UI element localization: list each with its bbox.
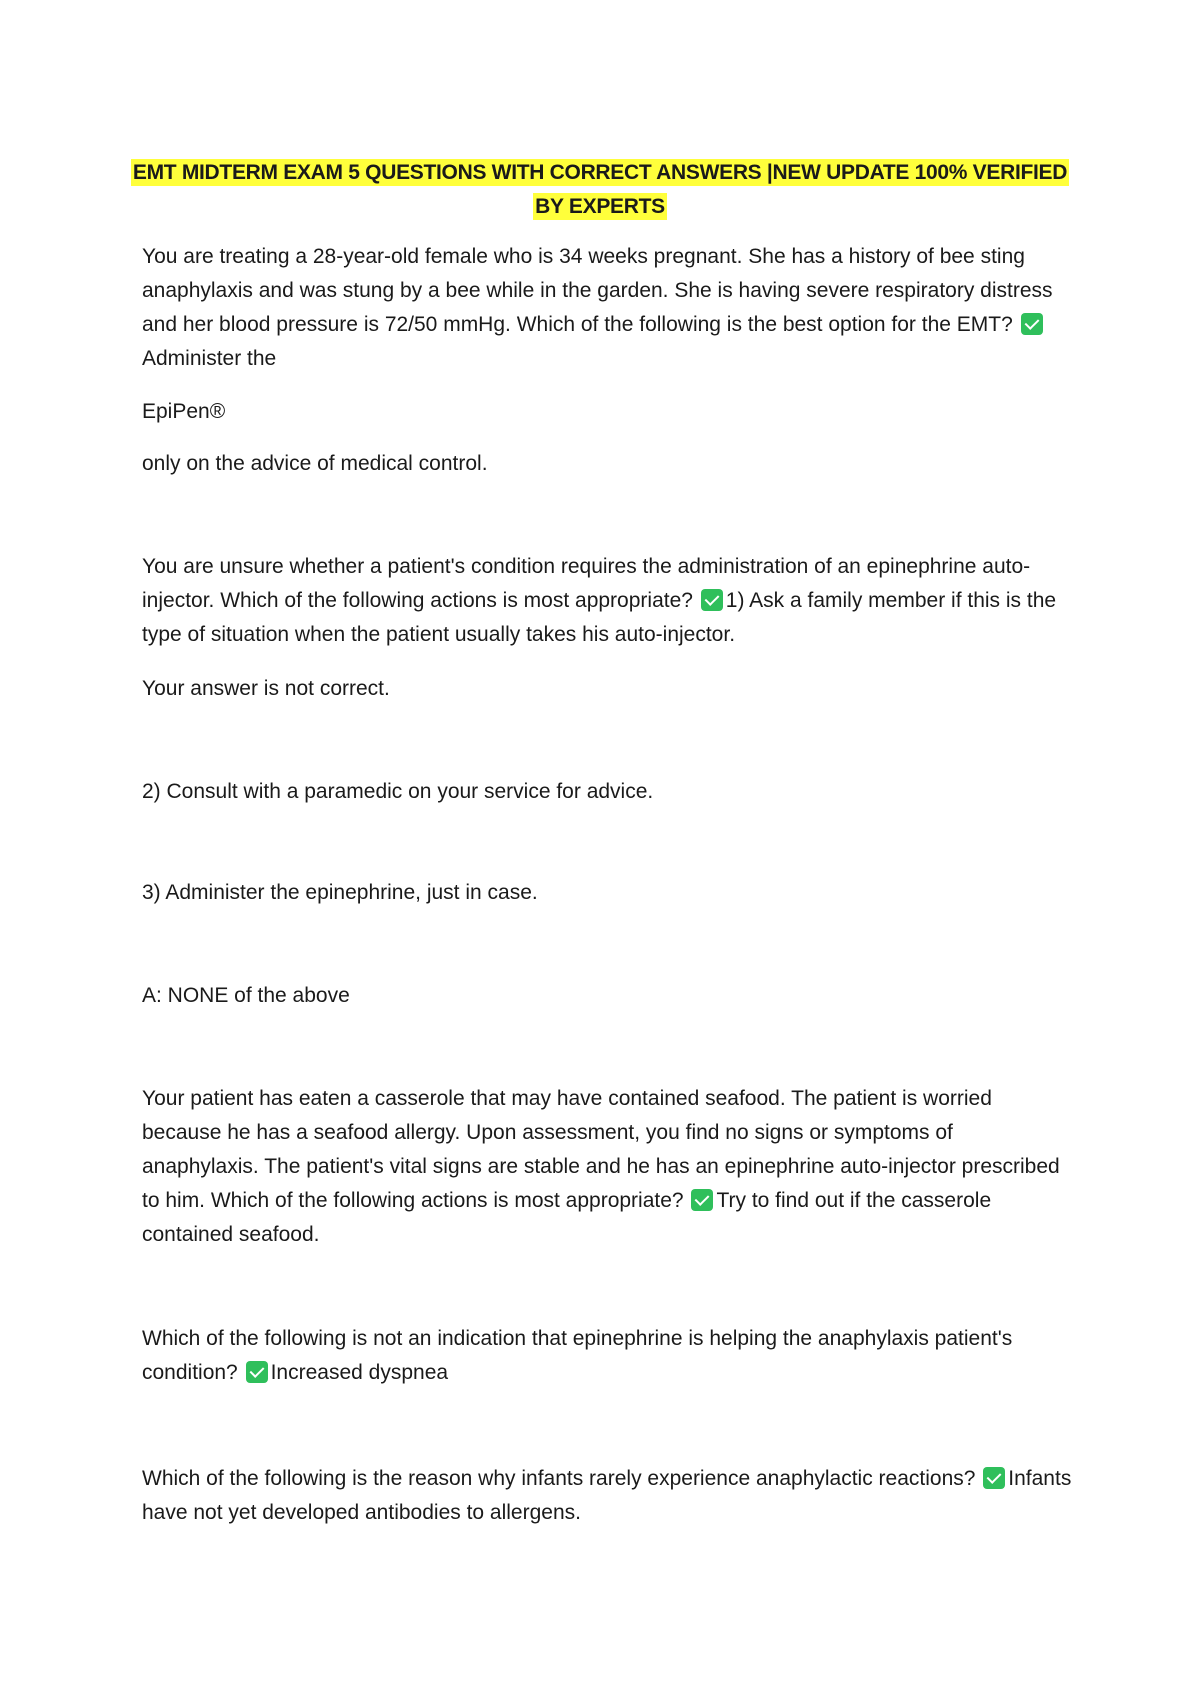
green-check-icon: [1021, 313, 1043, 335]
question-1-answer-line-2: [142, 395, 1072, 429]
document-title: [130, 156, 1070, 224]
question-4-text: Which of the following is not an indication that epinephrine is helping the anaphylaxis patient's condition?: [142, 1327, 1013, 1384]
option-3-text: 3) Administer the epinephrine, just in case.: [142, 881, 538, 904]
question-3-answer: Try to find out if the casserole contained seafood.: [142, 1189, 992, 1246]
feedback-text: Your answer is not correct.: [142, 677, 390, 700]
question-3: [142, 1082, 1072, 1252]
question-3-text: Your patient has eaten a casserole that may have contained seafood. The patient is worried because he has a seafood allergy. Upon assessment, you find no signs or symptoms of anaphylaxis. The patient's vital signs are stable and he has an epinephrine auto-injector prescribed to him. Which of the following actions is most appropriate?: [142, 1087, 1060, 1212]
question-2-option-2: [142, 775, 1072, 809]
question-2: [142, 550, 1072, 652]
question-5-text: Which of the following is the reason why infants rarely experience anaphylactic reactions?: [142, 1467, 976, 1490]
question-1-answer: Administer the: [142, 347, 277, 370]
medical-control-text: only on the advice of medical control.: [142, 452, 488, 475]
question-2-text: You are unsure whether a patient's condition requires the administration of an epinephrine auto-injector. Which of the following actions is most appropriate?: [142, 555, 1031, 612]
question-2-option-3: [142, 876, 1072, 910]
question-4-answer: Increased dyspnea: [270, 1361, 449, 1384]
question-4: [142, 1322, 1072, 1390]
green-check-icon: [983, 1467, 1005, 1489]
question-2-feedback: [142, 672, 1072, 706]
epipen-text: EpiPen®: [142, 400, 226, 423]
question-2-answer: 1) Ask a family member if this is the type of situation when the patient usually takes his auto-injector.: [142, 589, 1057, 646]
question-2-final-answer: [142, 979, 1072, 1013]
green-check-icon: [691, 1189, 713, 1211]
question-5-answer: Infants have not yet developed antibodies to allergens.: [142, 1467, 1072, 1524]
option-2-text: 2) Consult with a paramedic on your service for advice.: [142, 780, 654, 803]
document-title-text: EMT MIDTERM EXAM 5 QUESTIONS WITH CORRECT ANSWERS |NEW UPDATE 100% VERIFIED BY EXPERTS: [132, 161, 1068, 218]
green-check-icon: [701, 589, 723, 611]
question-1-answer-line-3: [142, 447, 1072, 481]
question-1-text: You are treating a 28-year-old female who is 34 weeks pregnant. She has a history of bee sting anaphylaxis and was stung by a bee while in the garden. She is having severe respiratory distress and her blood pressure is 72/50 mmHg. Which of the following is the best option for the EMT?: [142, 245, 1053, 336]
question-1: [142, 240, 1072, 376]
final-answer-text: A: NONE of the above: [142, 984, 350, 1007]
green-check-icon: [246, 1361, 268, 1383]
question-5: [142, 1462, 1072, 1530]
